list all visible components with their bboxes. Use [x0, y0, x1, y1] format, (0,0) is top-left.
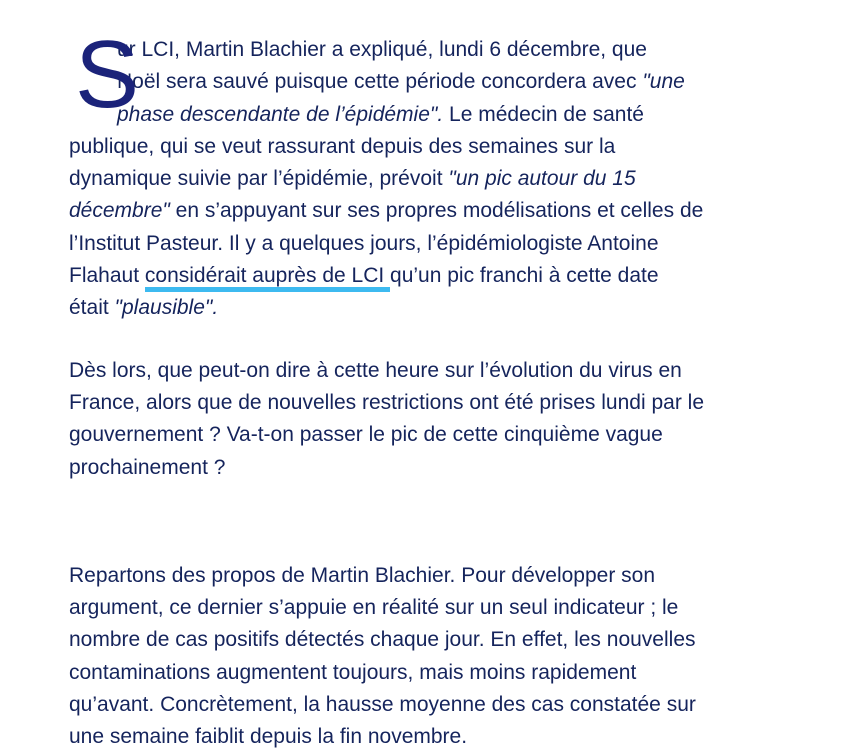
paragraph-1-line-1: ur LCI, Martin Blachier a expliqué, lundi 6 décembre, que: [117, 38, 647, 61]
paragraph-3-line-2: argument, ce dernier s’appuie en réalité sur un seul indicateur ; le: [69, 596, 679, 620]
paragraph-1-line-2: Noël sera sauvé puisque cette période concordera avec "une: [117, 70, 685, 94]
paragraph-3-line-5: qu’avant. Concrètement, la hausse moyenne des cas constatée sur: [69, 693, 696, 717]
paragraph-2-line-3: gouvernement ? Va-t-on passer le pic de cette cinquième vague: [69, 423, 663, 447]
paragraph-3-line-6: une semaine faiblit depuis la fin novembre.: [69, 725, 468, 749]
paragraph-3: [69, 560, 829, 754]
paragraph-2-line-1: Dès lors, que peut-on dire à cette heure sur l’évolution du virus en: [69, 358, 682, 382]
article-body: [69, 21, 829, 754]
paragraph-1-line-6: décembre" en s’appuyant sur ses propres modélisations et celles de: [69, 199, 704, 223]
paragraph-3-line-4: contaminations augmentent toujours, mais moins rapidement: [69, 660, 637, 684]
quote-plausible: "plausible".: [114, 296, 219, 320]
quote-pic-autour: "un pic autour du 15: [448, 167, 636, 191]
paragraph-1: [69, 21, 829, 325]
paragraph-1-line-4: publique, qui se veut rassurant depuis des semaines sur la: [69, 134, 616, 158]
paragraph-2-line-4: prochainement ?: [69, 455, 226, 479]
paragraph-1-line-5: dynamique suivie par l’épidémie, prévoit "un pic autour du 15: [69, 167, 636, 191]
drop-cap: S: [75, 21, 140, 128]
paragraph-1-line-3: phase descendante de l’épidémie". Le médecin de santé: [117, 102, 644, 126]
quote-une-phase: "une: [642, 70, 685, 94]
paragraph-2: [69, 355, 829, 484]
quote-decembre: décembre": [69, 199, 170, 223]
paragraph-3-line-1: Repartons des propos de Martin Blachier. Pour développer son: [69, 563, 656, 587]
paragraph-1-line-9: était "plausible".: [69, 296, 219, 320]
paragraph-3-line-3: nombre de cas positifs détectés chaque jour. En effet, les nouvelles: [69, 628, 696, 652]
paragraph-2-line-2: France, alors que de nouvelles restrictions ont été prises lundi par le: [69, 390, 705, 414]
paragraph-1-line-7: l’Institut Pasteur. Il y a quelques jours, l’épidémiologiste Antoine: [69, 231, 659, 255]
paragraph-1-line-8: Flahaut considérait auprès de LCI qu’un pic franchi à cette date: [69, 260, 829, 292]
lci-article-link[interactable]: considérait auprès de LCI: [145, 264, 390, 292]
quote-phase-descendante: phase descendante de l’épidémie".: [117, 102, 444, 126]
